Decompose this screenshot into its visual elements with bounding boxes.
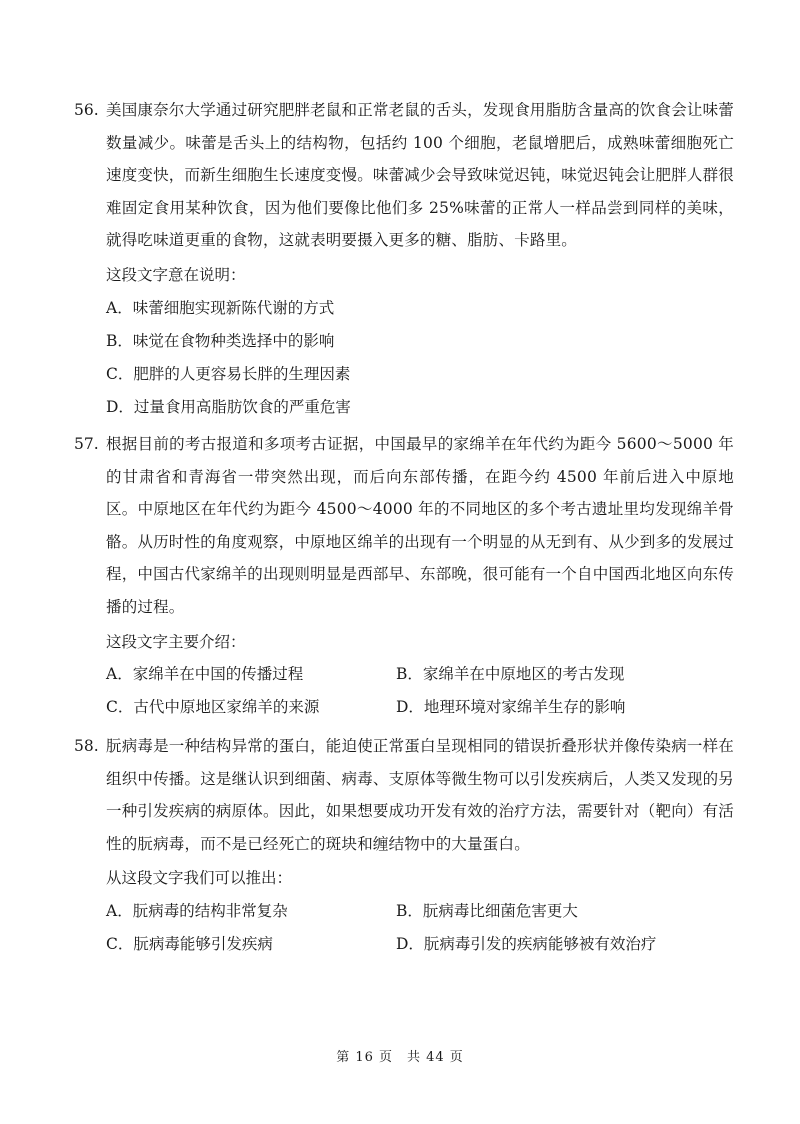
options-list xyxy=(106,895,734,961)
question-text xyxy=(106,730,734,860)
option-b[interactable]: B．朊病毒比细菌危害更大 xyxy=(396,901,578,920)
options-list xyxy=(106,658,734,724)
option-c[interactable]: C．肥胖的人更容易长胖的生理因素 xyxy=(106,364,351,383)
option-d[interactable]: D．地理环境对家绵羊生存的影响 xyxy=(396,698,626,717)
question-number: 58. xyxy=(74,737,99,755)
question-prompt: 这段文字意在说明： xyxy=(106,265,246,284)
question-text xyxy=(106,428,734,624)
question-passage: 根据目前的考古报道和多项考古证据，中国最早的家绵羊在年代约为距今 5600～5000 年的甘肃省和青海省一带突然出现，而后向东部传播，在距今约 4500 年前后进入中原地区。中原地区在年代约为距今 4500～4000 年的不同地区的多个考古遗址里均发现绵羊骨骼。从历时性的角度观察，中原地区绵羊的出现有一个明显的从无到有、从少到多的发展过程，中国古代家绵羊的出现则明显是西部早、东部晚，很可能有一个自中国西北地区向东传播的过程。 xyxy=(106,435,735,616)
question-passage: 美国康奈尔大学通过研究肥胖老鼠和正常老鼠的舌头，发现食用脂肪含量高的饮食会让味蕾数量减少。味蕾是舌头上的结构物，包括约 100 个细胞，老鼠增肥后，成熟味蕾细胞死亡速度变快，而新生细胞生长速度变慢。味蕾减少会导致味觉迟钝，味觉迟钝会让肥胖人群很难固定食用某种饮食，因为他们要像比他们多 25%味蕾的正常人一样品尝到同样的美味，就得吃味道更重的食物，这就表明要摄入更多的糖、脂肪、卡路里。 xyxy=(106,101,735,250)
question-56 xyxy=(74,94,734,424)
question-number: 56. xyxy=(74,101,99,119)
question-number: 57. xyxy=(74,435,99,453)
option-c[interactable]: C．古代中原地区家绵羊的来源 xyxy=(106,698,320,717)
option-a[interactable]: A．家绵羊在中国的传播过程 xyxy=(106,665,304,684)
option-b[interactable]: B．家绵羊在中原地区的考古发现 xyxy=(396,665,625,684)
option-a[interactable]: A．朊病毒的结构非常复杂 xyxy=(106,901,288,920)
page-footer: 第 16 页 共 44 页 xyxy=(336,1050,464,1065)
option-a[interactable]: A．味蕾细胞实现新陈代谢的方式 xyxy=(106,298,335,317)
options-list xyxy=(106,292,734,425)
question-prompt: 从这段文字我们可以推出： xyxy=(106,869,293,888)
question-prompt: 这段文字主要介绍： xyxy=(106,632,246,651)
option-c[interactable]: C．朊病毒能够引发疾病 xyxy=(106,935,273,954)
question-text xyxy=(106,94,734,257)
option-d[interactable]: D．过量食用高脂肪饮食的严重危害 xyxy=(106,398,351,417)
option-d[interactable]: D．朊病毒引发的疾病能够被有效治疗 xyxy=(396,935,657,954)
question-57 xyxy=(74,428,734,725)
question-58 xyxy=(74,730,734,961)
question-passage: 朊病毒是一种结构异常的蛋白，能迫使正常蛋白呈现相同的错误折叠形状并像传染病一样在组织中传播。这是继认识到细菌、病毒、支原体等微生物可以引发疾病后，人类又发现的另一种引发疾病的病原体。因此，如果想要成功开发有效的治疗方法，需要针对（靶向）有活性的朊病毒，而不是已经死亡的斑块和缠结物中的大量蛋白。 xyxy=(106,737,735,853)
option-b[interactable]: B．味觉在食物种类选择中的影响 xyxy=(106,331,335,350)
